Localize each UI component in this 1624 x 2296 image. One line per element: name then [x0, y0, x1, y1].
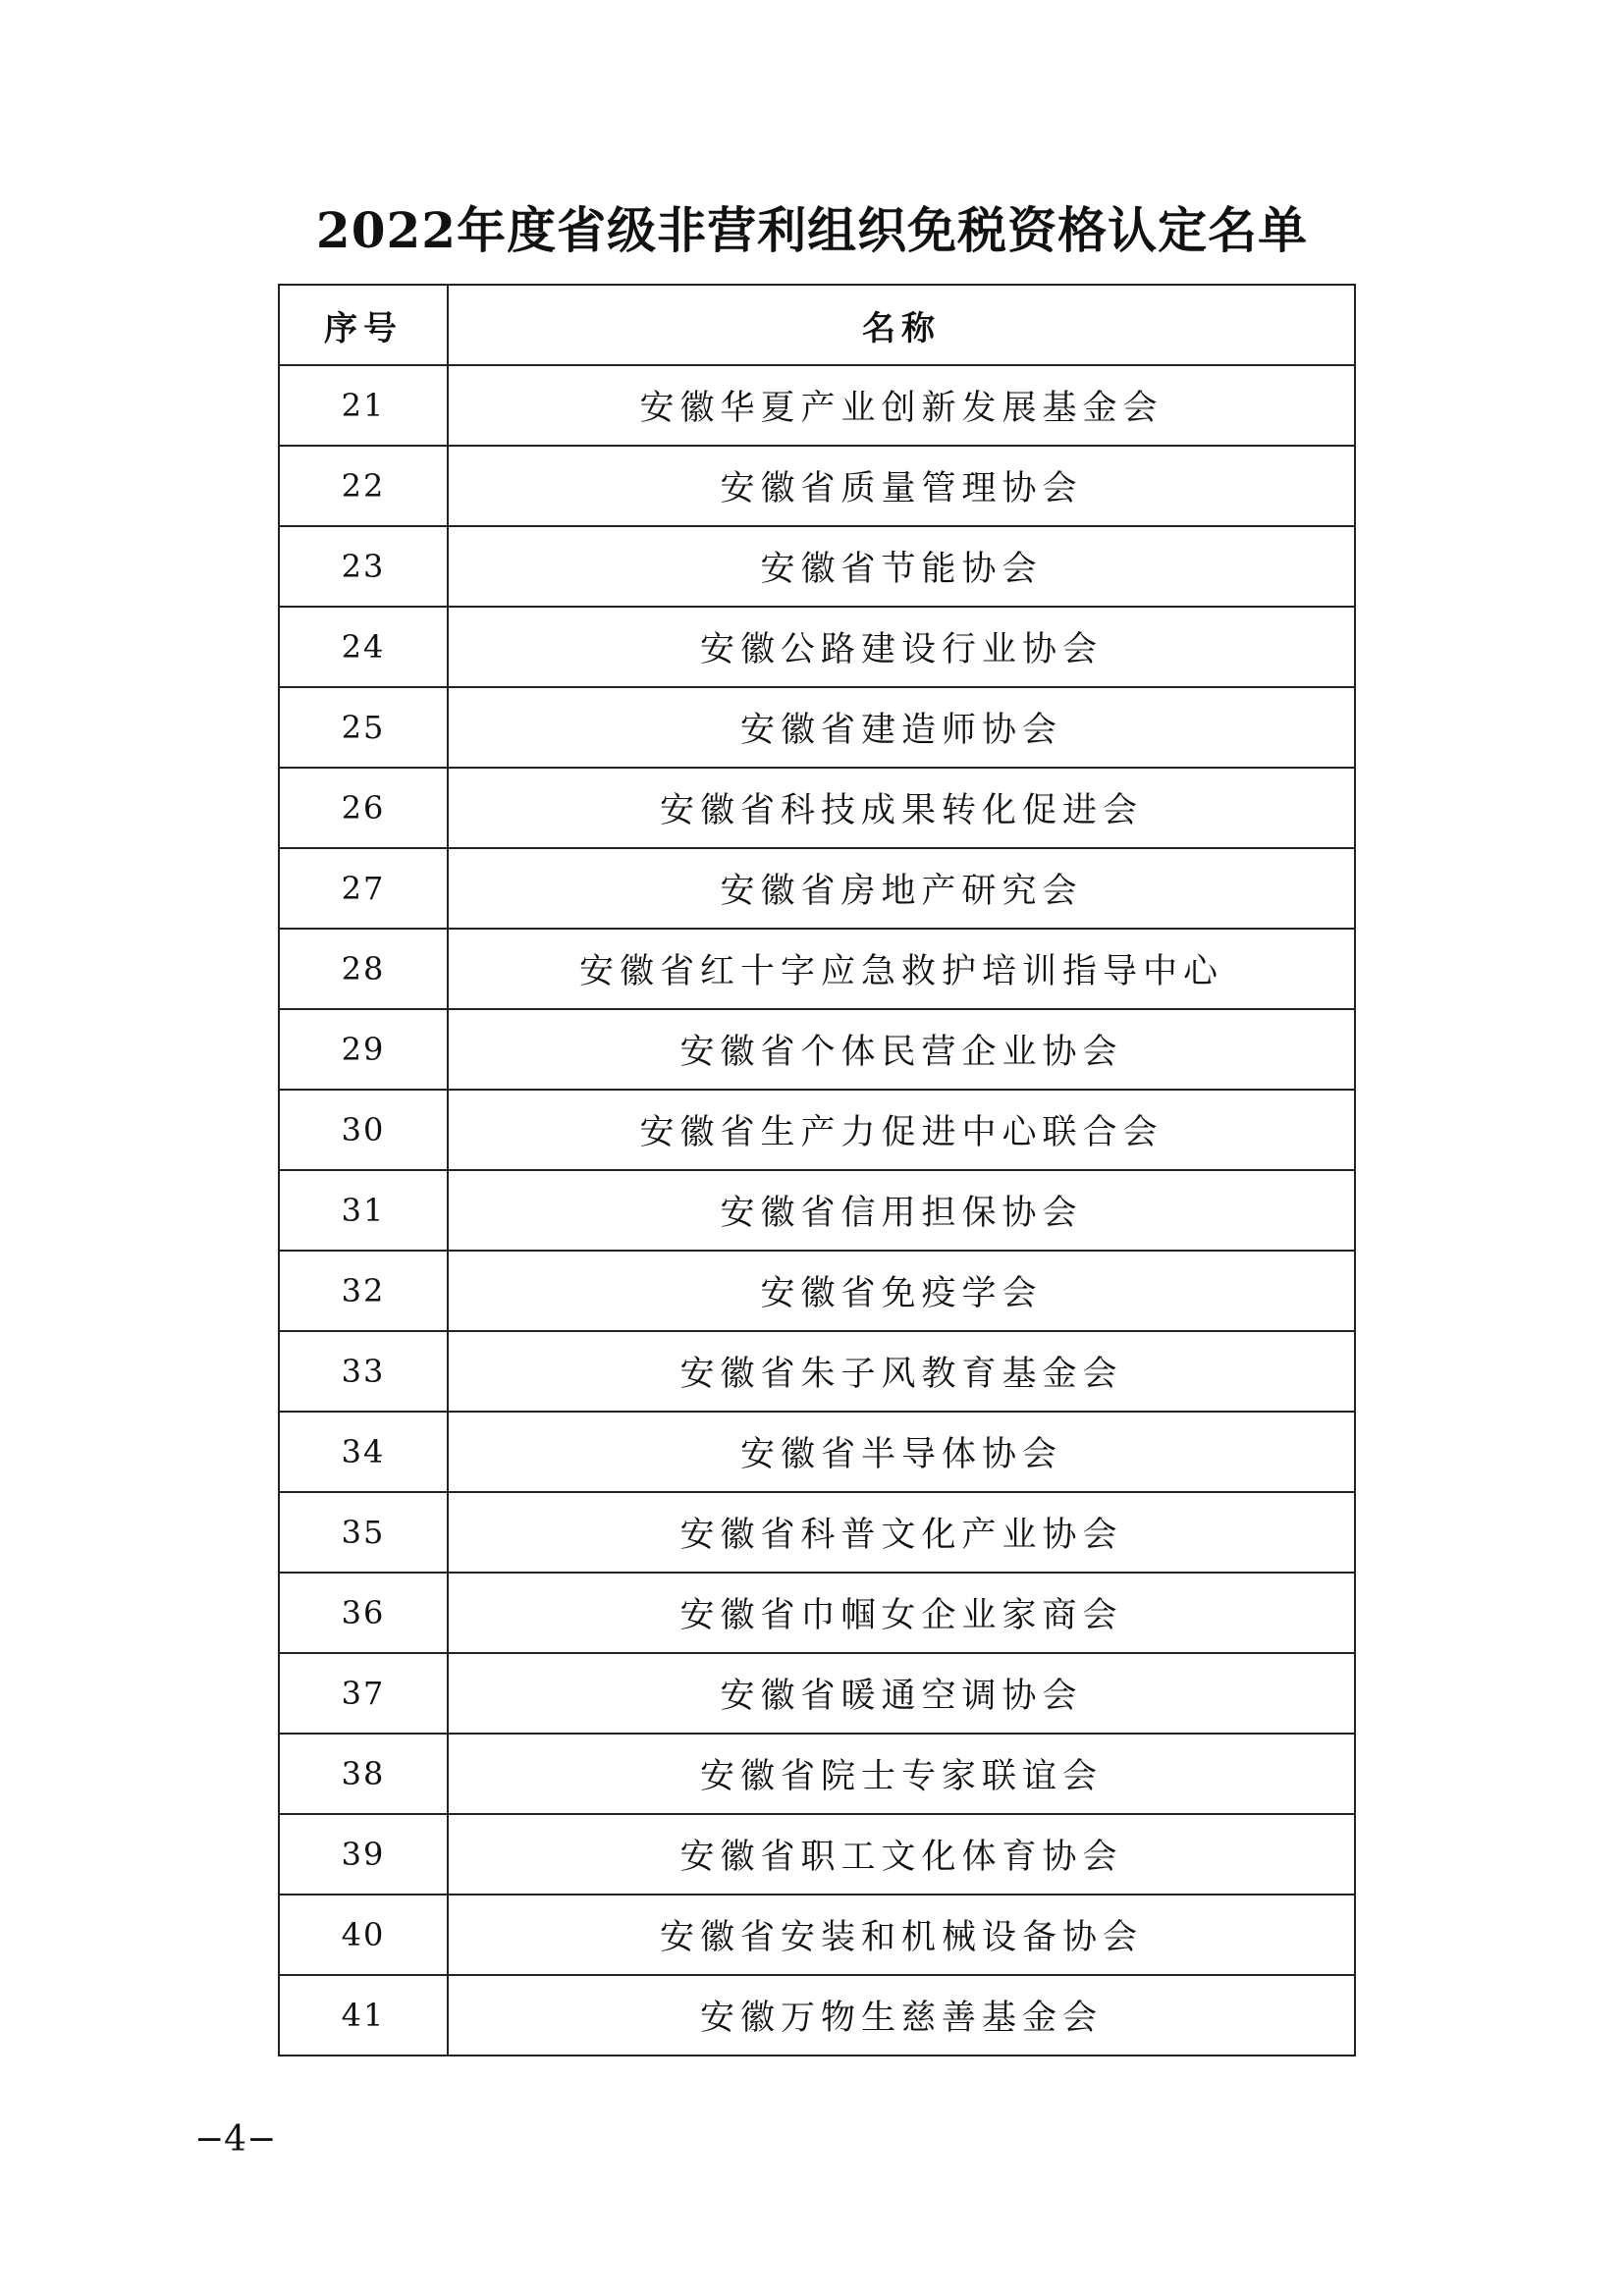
row-organization-name: 安徽省质量管理协会: [448, 446, 1355, 526]
row-serial-number: 33: [279, 1331, 448, 1412]
row-serial-number: 31: [279, 1170, 448, 1251]
row-serial-number: 36: [279, 1573, 448, 1653]
page-title: 2022年度省级非营利组织免税资格认定名单: [315, 201, 1309, 259]
row-serial-number: 39: [279, 1814, 448, 1895]
table-row: [279, 1573, 1355, 1653]
row-organization-name: 安徽省建造师协会: [448, 687, 1355, 768]
row-serial-number: 21: [279, 365, 448, 446]
row-organization-name: 安徽万物生慈善基金会: [448, 1975, 1355, 2056]
table-row: [279, 446, 1355, 526]
row-serial-number: 23: [279, 526, 448, 607]
table-header-row: [279, 285, 1355, 365]
row-organization-name: 安徽公路建设行业协会: [448, 607, 1355, 687]
row-serial-number: 30: [279, 1090, 448, 1170]
table-row: [279, 1009, 1355, 1090]
organization-table: [278, 284, 1356, 2056]
table-row: [279, 768, 1355, 848]
row-organization-name: 安徽省信用担保协会: [448, 1170, 1355, 1251]
row-serial-number: 38: [279, 1734, 448, 1814]
table-row: [279, 1734, 1355, 1814]
row-serial-number: 40: [279, 1895, 448, 1975]
row-serial-number: 35: [279, 1492, 448, 1573]
table-row: [279, 1331, 1355, 1412]
row-organization-name: 安徽省生产力促进中心联合会: [448, 1090, 1355, 1170]
table-row: [279, 1251, 1355, 1331]
table-row: [279, 365, 1355, 446]
row-organization-name: 安徽省免疫学会: [448, 1251, 1355, 1331]
table-row: [279, 1975, 1355, 2056]
table-row: [279, 1814, 1355, 1895]
row-serial-number: 29: [279, 1009, 448, 1090]
row-serial-number: 22: [279, 446, 448, 526]
table-row: [279, 1412, 1355, 1492]
row-organization-name: 安徽省科普文化产业协会: [448, 1492, 1355, 1573]
header-serial-number: 序号: [279, 285, 448, 365]
row-serial-number: 34: [279, 1412, 448, 1492]
row-organization-name: 安徽省科技成果转化促进会: [448, 768, 1355, 848]
row-serial-number: 41: [279, 1975, 448, 2056]
table-row: [279, 1090, 1355, 1170]
row-organization-name: 安徽省个体民营企业协会: [448, 1009, 1355, 1090]
table-row: [279, 929, 1355, 1009]
row-serial-number: 25: [279, 687, 448, 768]
table-row: [279, 1492, 1355, 1573]
row-organization-name: 安徽省院士专家联谊会: [448, 1734, 1355, 1814]
row-organization-name: 安徽省职工文化体育协会: [448, 1814, 1355, 1895]
row-serial-number: 32: [279, 1251, 448, 1331]
table-row: [279, 1170, 1355, 1251]
row-organization-name: 安徽省节能协会: [448, 526, 1355, 607]
row-serial-number: 37: [279, 1653, 448, 1734]
row-organization-name: 安徽省房地产研究会: [448, 848, 1355, 929]
row-serial-number: 26: [279, 768, 448, 848]
row-organization-name: 安徽省朱子风教育基金会: [448, 1331, 1355, 1412]
row-serial-number: 27: [279, 848, 448, 929]
table-row: [279, 607, 1355, 687]
table-row: [279, 526, 1355, 607]
row-organization-name: 安徽省暖通空调协会: [448, 1653, 1355, 1734]
row-serial-number: 24: [279, 607, 448, 687]
header-name: 名称: [448, 285, 1355, 365]
row-organization-name: 安徽省半导体协会: [448, 1412, 1355, 1492]
table-row: [279, 1895, 1355, 1975]
table-row: [279, 1653, 1355, 1734]
row-organization-name: 安徽省红十字应急救护培训指导中心: [448, 929, 1355, 1009]
page-number: −4−: [194, 2119, 277, 2160]
row-organization-name: 安徽华夏产业创新发展基金会: [448, 365, 1355, 446]
table-row: [279, 687, 1355, 768]
row-organization-name: 安徽省巾帼女企业家商会: [448, 1573, 1355, 1653]
row-organization-name: 安徽省安装和机械设备协会: [448, 1895, 1355, 1975]
row-serial-number: 28: [279, 929, 448, 1009]
table-row: [279, 848, 1355, 929]
